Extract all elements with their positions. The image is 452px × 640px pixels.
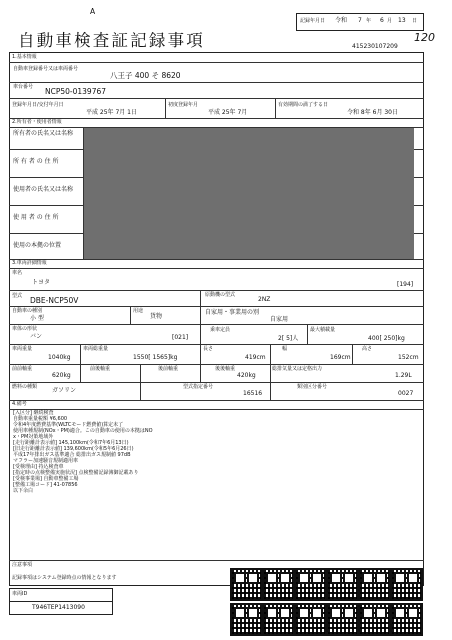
expiry-value: 令和 8年 6月 30日	[347, 109, 398, 116]
kind-label: 自動車の種別	[12, 308, 43, 314]
remarks-line: [指定時の点検整備実施状況] 点検整備記録簿御記載あり	[13, 470, 139, 476]
model-label: 型式	[12, 293, 23, 299]
width-value: 169cm	[330, 354, 351, 361]
chassis-label: 車台番号	[13, 84, 34, 90]
qr-code	[390, 603, 423, 636]
redacted-block	[84, 128, 414, 259]
type-number-label: 型式指定番号	[183, 384, 214, 390]
kind-value: 小 型	[30, 315, 44, 322]
remarks-line: 使用車種規制(NOx・PM)適合。この自動車の使用の本拠はNO	[13, 428, 153, 434]
weight-value: 1040kg	[48, 354, 71, 361]
remarks-line: [受検理由] 持込検査車	[13, 464, 64, 470]
shape-code: [021]	[172, 334, 189, 341]
engine-value: 2NZ	[258, 296, 271, 303]
weight-label: 車両重量	[12, 346, 33, 352]
qr-code	[358, 568, 391, 601]
qr-code	[294, 568, 327, 601]
vehicle-id-label: 車両ID	[12, 591, 28, 597]
remarks-line: [整備工場コード] 41-07856	[13, 482, 78, 488]
remarks-line: [旧走行距離計表示値] 139,600km(令和5年6月26日)	[13, 446, 134, 452]
width-label: 幅	[282, 346, 288, 352]
fuel-label: 燃料の種類	[12, 384, 38, 390]
section4-heading: 4.備考	[12, 401, 27, 407]
notice-text: 記録事項はシステム登録時点の情報となります	[12, 575, 117, 581]
gross-value: 1550[ 1565]kg	[133, 354, 178, 361]
first-reg-value: 平成 25年 7月	[208, 109, 248, 116]
remarks-line: [入区分] 継続検査	[13, 410, 54, 416]
reg-date-label: 登録年月日/交付年月日	[12, 102, 64, 108]
chassis-value: NCP50-0139767	[45, 87, 107, 96]
length-value: 419cm	[245, 354, 266, 361]
reg-number-value: 八王子 400 そ 8620	[110, 71, 181, 80]
user-address-label: 使 用 者 の 住 所	[13, 214, 59, 221]
remarks-line: マフラー加速騒音規制適用車	[13, 458, 79, 464]
qr-code	[326, 603, 359, 636]
engine-label: 原動機の型式	[205, 292, 236, 298]
use-value: 貨物	[150, 313, 163, 320]
section1-heading: 1.基本情報	[12, 54, 37, 60]
rr-axle-label: 後後軸重	[215, 366, 236, 372]
use-label: 用途	[133, 308, 144, 314]
type-number-value: 16516	[243, 390, 263, 397]
date-month: 6	[380, 17, 384, 24]
shape-value: バン	[30, 333, 43, 340]
business-type: 自家用・事業用の別	[205, 309, 260, 316]
reg-date-value: 平成 25年 7月 1日	[86, 109, 137, 116]
remarks-line: 以下余白	[13, 488, 34, 494]
base-location-label: 使用の本拠の位置	[13, 242, 62, 249]
date-label: 記録年月日	[300, 18, 326, 24]
date-year: 7	[358, 17, 362, 24]
capacity-value: 2[ 5]人	[278, 335, 299, 342]
displacement-label: 総排気量又は定格出力	[272, 366, 323, 372]
capacity-label: 乗車定員	[210, 327, 231, 333]
rf-axle-label: 後前軸重	[158, 366, 179, 372]
reg-number-label: 自動車登録番号又は車両番号	[13, 66, 79, 72]
height-value: 152cm	[398, 354, 419, 361]
maker-code: [194]	[397, 281, 414, 288]
model-value: DBE-NCP50V	[30, 296, 79, 305]
expiry-label: 有効期間の満了する日	[278, 102, 329, 108]
remarks-line: 自動車重量税額 ¥6,600	[13, 416, 68, 422]
length-label: 長さ	[203, 346, 214, 352]
header-mark: A	[90, 7, 96, 16]
class-number-value: 0027	[398, 390, 414, 397]
fuel-value: ガソリン	[52, 387, 77, 394]
ff-axle-label: 前前軸重	[12, 366, 33, 372]
fr-axle-label: 前後軸重	[90, 366, 111, 372]
qr-code	[294, 603, 327, 636]
qr-code	[390, 568, 423, 601]
maker-value: トヨタ	[32, 279, 51, 286]
notice-label: 注意事項	[12, 562, 33, 568]
date-era: 令和	[335, 17, 348, 24]
section3-heading: 3.車両詳細情報	[12, 260, 47, 266]
qr-code	[230, 568, 263, 601]
remarks-line: [受検事業場] 自動車整備工場	[13, 476, 79, 482]
remarks-line: 平成17年排出ガス基準適合 総排出ガス規制値 97dB	[13, 452, 131, 458]
maker-label: 車名	[12, 270, 23, 276]
remarks-line: [走行距離計表示値] 145,100km(令和7年6月13日)	[13, 440, 129, 446]
date-year-unit: 年	[366, 18, 372, 24]
date-month-unit: 月	[387, 18, 393, 24]
date-day-unit: 日	[412, 18, 418, 24]
rr-axle-value: 420kg	[237, 372, 256, 379]
height-label: 高さ	[362, 346, 373, 352]
handwritten-note: 120	[414, 31, 435, 44]
qr-code	[262, 568, 295, 601]
shape-label: 車体の形状	[12, 326, 38, 332]
gross-label: 車両総重量	[83, 346, 109, 352]
first-reg-label: 初度登録年月	[168, 102, 199, 108]
page-title: 自動車検査証記録事項	[18, 31, 205, 50]
vehicle-id-value: T946TEP1413090	[32, 604, 85, 611]
ff-axle-value: 620kg	[52, 372, 71, 379]
displacement-value: 1.29L	[395, 372, 412, 379]
qr-code	[326, 568, 359, 601]
qr-code	[262, 603, 295, 636]
date-day: 13	[398, 17, 406, 24]
owner-name-label: 所有者の氏名又は名称	[13, 130, 74, 137]
private-value: 自家用	[270, 316, 289, 323]
maxload-value: 400[ 250]kg	[368, 335, 405, 342]
document-number: 415230107209	[352, 43, 398, 50]
owner-address-label: 所 有 者 の 住 所	[13, 158, 59, 165]
remarks-line: x・PM対策地域外	[13, 434, 54, 440]
remarks-line: 令和4年度燃費基準(WLTCモード燃費値)算定未了	[13, 422, 124, 428]
qr-code	[230, 603, 263, 636]
class-number-label: 類別区分番号	[297, 384, 328, 390]
maxload-label: 最大積載量	[310, 327, 336, 333]
qr-code	[358, 603, 391, 636]
section2-heading: 2.所有者・使用者情報	[12, 119, 62, 125]
user-name-label: 使用者の氏名又は名称	[13, 186, 74, 193]
